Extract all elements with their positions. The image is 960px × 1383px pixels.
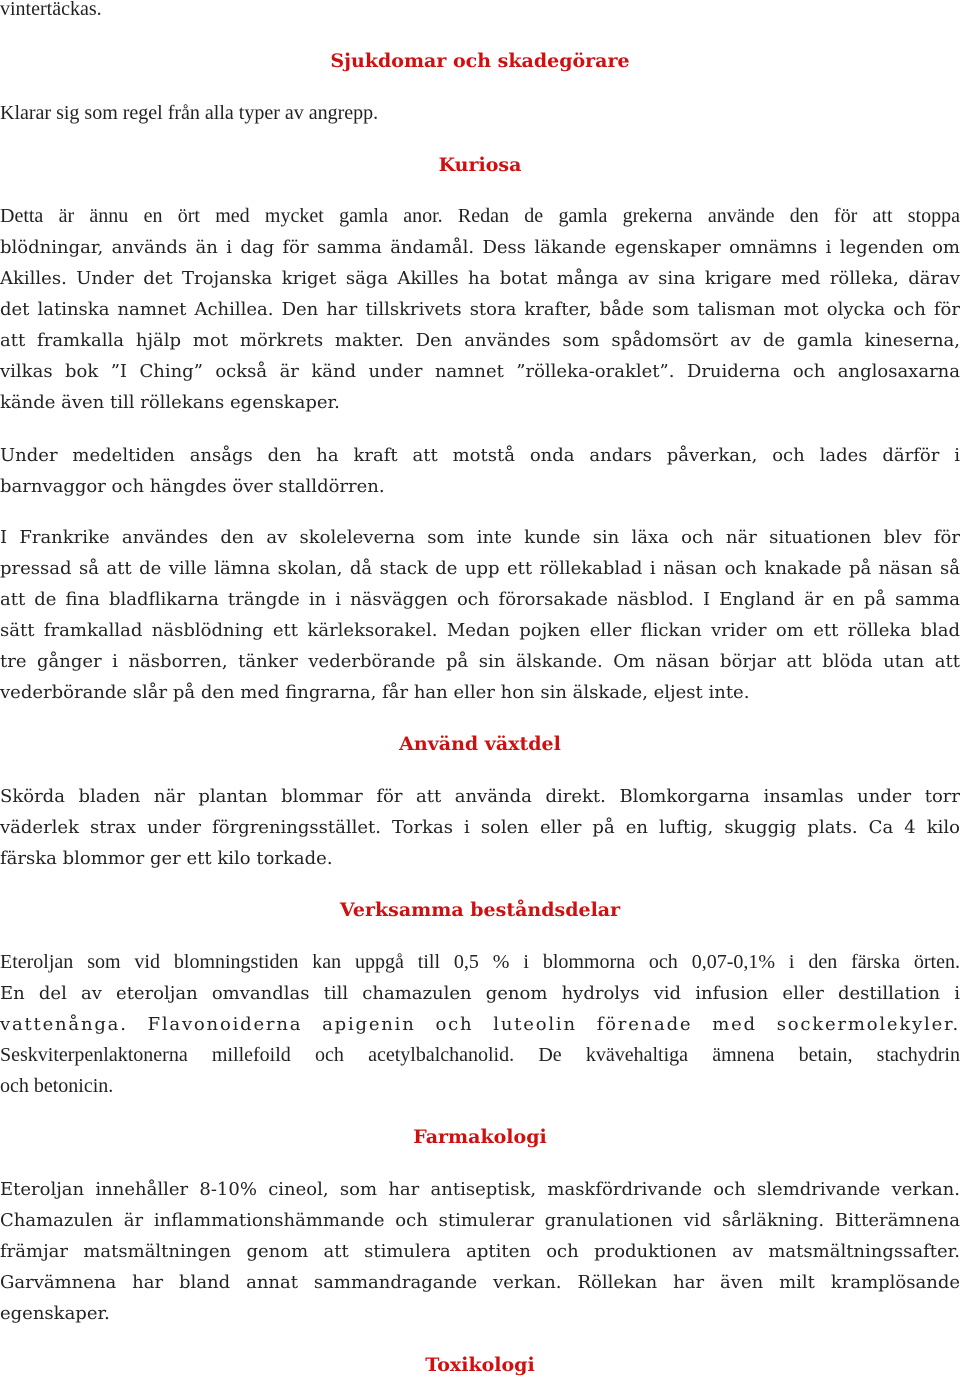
text-line: sätt framkallad näsblödning ett kärleksorakel. Medan pojken eller flickan vrider om ett rölleka blad: [0, 620, 960, 641]
heading-diseases: Sjukdomar och skadegörare: [330, 50, 630, 72]
text-line: och betonicin.: [0, 1075, 114, 1097]
text-line: egenskaper.: [0, 1303, 110, 1324]
text-line: vattenånga. Flavonoiderna apigenin och luteolin förenade med sockermolekyler.: [0, 1014, 960, 1035]
paragraph-used-plant-part: [0, 781, 960, 874]
text-line: att de fina bladflikarna trängde in i näsväggen och förorsakade näsblod. I England är en på samma: [0, 589, 960, 610]
text-line: Eteroljan innehåller 8-10% cineol, som har antiseptisk, maskfördrivande och slemdrivande verkan.: [0, 1179, 960, 1200]
paragraph-curiosa-2: [0, 440, 960, 502]
heading-used-plant-part: Använd växtdel: [399, 733, 561, 755]
text-line: Under medeltiden ansågs den ha kraft att motstå onda andars påverkan, och lades därför i: [0, 445, 960, 466]
top-text-fragment: vintertäckas.: [0, 0, 102, 20]
paragraph-pharmacology: [0, 1174, 960, 1329]
text-line: främjar matsmältningen genom att stimulera aptiten och produktionen av matsmältningssafter.: [0, 1241, 960, 1262]
paragraph-active-ingredients: [0, 947, 960, 1102]
text-line: väderlek strax under förgreningsstället. Torkas i solen eller på en luftig, skuggig plats. Ca 4 kilo: [0, 817, 960, 838]
paragraph-curiosa-1: [0, 201, 960, 418]
text-line: att framkalla hjälp mot mörkrets makter. Den användes som spådomsört av de gamla kineserna,: [0, 330, 960, 351]
text-line: kände även till röllekans egenskaper.: [0, 392, 340, 413]
text-line: vilkas bok ”I Ching” också är känd under namnet ”rölleka-oraklet”. Druiderna och anglosaxarna: [0, 361, 960, 382]
text-line: pressad så att de ville lämna skolan, då stack de upp ett röllekablad i näsan och knakade på näsan så: [0, 558, 960, 579]
text-line: Garvämnena har bland annat sammandragande verkan. Röllekan har även milt kramplösande: [0, 1272, 960, 1293]
text-line: Detta är ännu en ört med mycket gamla anor. Redan de gamla grekerna använde den för att stoppa: [0, 205, 960, 227]
text-line: blödningar, används än i dag för samma ändamål. Dess läkande egenskaper omnämns i legenden om: [0, 237, 960, 258]
text-line: Akilles. Under det Trojanska kriget säga Akilles ha botat många av sina krigare med rölleka, därav: [0, 268, 960, 289]
text-line: Eteroljan som vid blomningstiden kan uppgå till 0,5 % i blommorna och 0,07-0,1% i den färska örten.: [0, 951, 960, 973]
heading-active-ingredients: Verksamma beståndsdelar: [339, 899, 621, 921]
heading-toxicology: Toxikologi: [425, 1354, 535, 1376]
paragraph-curiosa-3: [0, 522, 960, 708]
text-line: barnvaggor och hängdes över stalldörren.: [0, 476, 385, 497]
text-line: Seskviterpenlaktonerna millefoild och acetylbalchanolid. De kvävehaltiga ämnena betain, stachydrin: [0, 1044, 960, 1066]
text-line: tre gånger i näsborren, tänker vederbörande på sin älskande. Om näsan börjar att blöda utan att: [0, 651, 960, 672]
text-line: Chamazulen är inflammationshämmande och stimulerar granulationen vid sårläkning. Bitterämnena: [0, 1210, 960, 1231]
heading-curiosa: Kuriosa: [438, 154, 522, 176]
text-line: I Frankrike användes den av skoleleverna som inte kunde sin läxa och när situationen blev för: [0, 527, 960, 548]
heading-pharmacology: Farmakologi: [413, 1126, 547, 1148]
paragraph-diseases: Klarar sig som regel från alla typer av angrepp.: [0, 102, 379, 124]
text-line: det latinska namnet Achillea. Den har tillskrivets stora krafter, både som talisman mot olycka och för: [0, 299, 960, 320]
text-line: färska blommor ger ett kilo torkade.: [0, 848, 333, 869]
text-line: En del av eteroljan omvandlas till chamazulen genom hydrolys vid infusion eller destillation i: [0, 983, 960, 1004]
text-line: vederbörande slår på den med fingrarna, får han eller hon sin älskade, eljest inte.: [0, 682, 750, 703]
text-line: Skörda bladen när plantan blommar för att använda direkt. Blomkorgarna insamlas under torr: [0, 786, 960, 807]
